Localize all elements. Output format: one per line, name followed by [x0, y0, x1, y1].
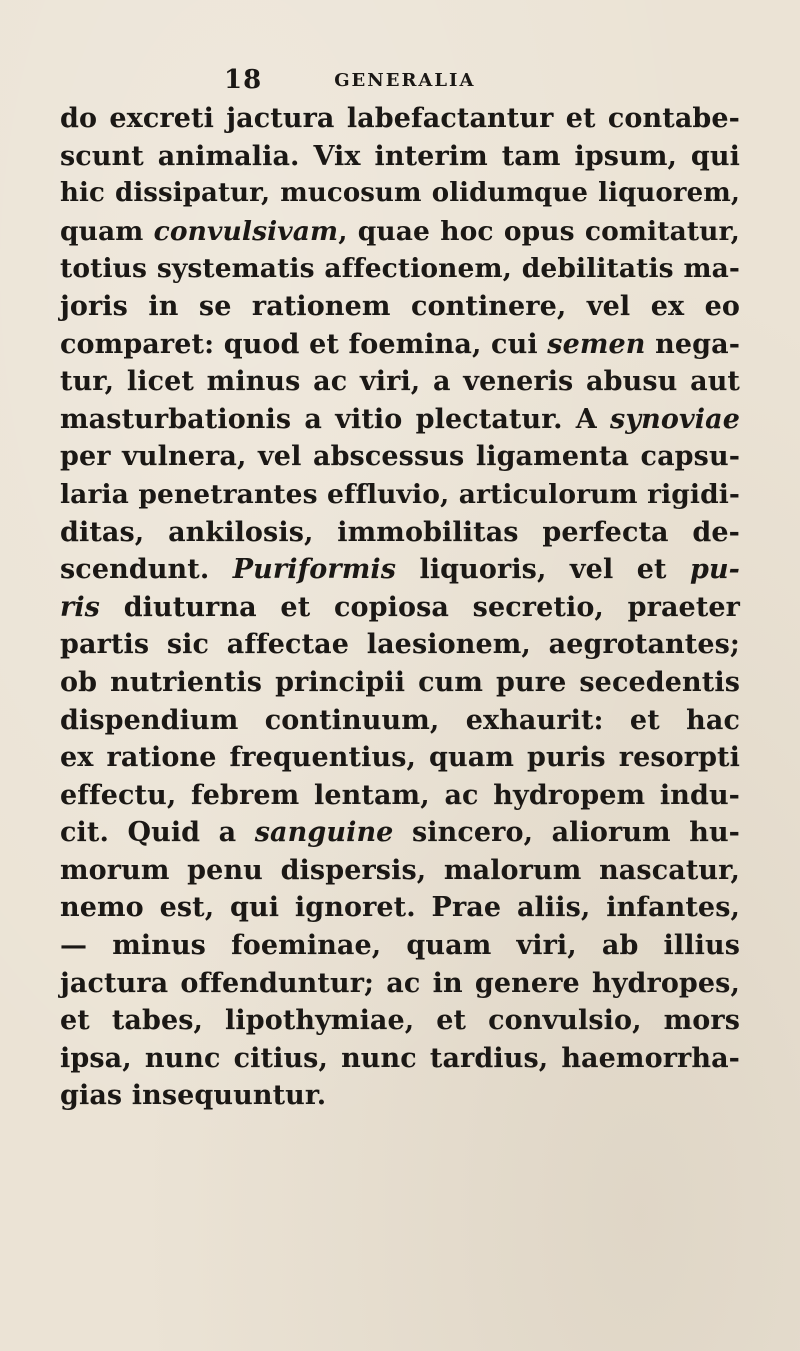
text-line [60, 363, 740, 401]
text-segment: liquoris, vel et [396, 554, 690, 586]
page-header [224, 62, 584, 98]
text-segment: totius systematis affectionem, debilitatis ma- [60, 253, 740, 285]
text-line [60, 626, 740, 664]
text-segment: diuturna et copiosa secretio, praeter [99, 591, 740, 623]
italic-term: synoviae [610, 403, 740, 435]
text-line [60, 250, 740, 288]
text-line [60, 814, 740, 852]
text-segment: scendunt. [60, 554, 233, 586]
text-segment: do excreti jactura labefactantur et contabe- [60, 103, 740, 134]
text-segment: cit. Quid a [60, 817, 255, 849]
text-segment: jactura offenduntur; ac in genere hydropes, [60, 967, 740, 999]
italic-term: pu- [689, 554, 740, 586]
text-segment: ipsa, nunc citius, nunc tardius, haemorrha- [60, 1042, 740, 1074]
text-line [60, 213, 740, 251]
text-segment: et tabes, lipothymiae, et convulsio, mors [60, 1005, 740, 1037]
text-segment: tur, licet minus ac viri, a veneris abusu aut [60, 366, 740, 398]
text-segment: masturbationis a vitio plectatur. A [60, 403, 611, 435]
text-segment: ex ratione frequentius, quam puris resorpti [60, 742, 740, 774]
italic-term: Puriformis [232, 554, 397, 586]
text-segment: per vulnera, vel abscessus ligamenta capsu- [60, 441, 740, 473]
text-line [60, 589, 740, 627]
text-segment: effectu, febrem lentam, ac hydropem indu- [60, 779, 740, 811]
running-head: GENERALIA [334, 69, 476, 91]
italic-term: convulsivam [153, 215, 339, 247]
text-line [60, 1040, 740, 1078]
text-segment: partis sic affectae laesionem, aegrotantes; [60, 629, 740, 661]
text-line [60, 476, 740, 514]
text-line [60, 889, 740, 927]
text-line [60, 852, 740, 890]
text-segment: nega- [645, 328, 741, 360]
text-segment: ob nutrientis principii cum pure secedentis [60, 666, 740, 698]
text-line [60, 326, 740, 364]
body-text [60, 100, 740, 1115]
text-segment: gias insequuntur. [60, 1080, 327, 1112]
text-segment: scunt animalia. Vix interim tam ipsum, qui [60, 140, 740, 172]
text-line [60, 514, 740, 552]
text-line [60, 1002, 740, 1040]
text-segment: laria penetrantes effluvio, articulorum rigidi- [60, 478, 740, 510]
text-line [60, 438, 740, 476]
text-line [60, 1077, 740, 1115]
text-segment: comparet: quod et foemina, cui [60, 328, 548, 360]
text-line [60, 927, 740, 965]
text-line [60, 175, 740, 213]
text-segment: ditas, ankilosis, immobilitas perfecta de- [60, 516, 740, 548]
text-line [60, 401, 740, 439]
text-line [60, 965, 740, 1003]
text-line [60, 551, 740, 589]
page-number: 18 [224, 65, 263, 95]
text-segment: , quae hoc opus comitatur, [338, 215, 741, 247]
text-line [60, 777, 740, 815]
text-segment: quam [60, 215, 154, 247]
text-line [60, 702, 740, 740]
text-segment: joris in se rationem continere, vel ex eo [60, 290, 740, 322]
text-segment: sincero, aliorum hu- [393, 817, 740, 849]
text-line [60, 288, 740, 326]
text-segment: nemo est, qui ignoret. Prae aliis, infantes, [60, 892, 740, 924]
text-segment: hic dissipatur, mucosum olidumque liquorem, [60, 178, 740, 209]
text-segment: dispendium continuum, exhaurit: et hac [60, 704, 740, 736]
text-segment: — minus foeminae, quam viri, ab illius [60, 930, 740, 962]
text-line [60, 664, 740, 702]
text-segment: morum penu dispersis, malorum nascatur, [60, 854, 740, 886]
text-line [60, 138, 740, 176]
italic-term: ris [60, 591, 100, 623]
italic-term: semen [547, 328, 646, 360]
text-line [60, 739, 740, 777]
text-line [60, 100, 740, 138]
italic-term: sanguine [254, 817, 394, 849]
